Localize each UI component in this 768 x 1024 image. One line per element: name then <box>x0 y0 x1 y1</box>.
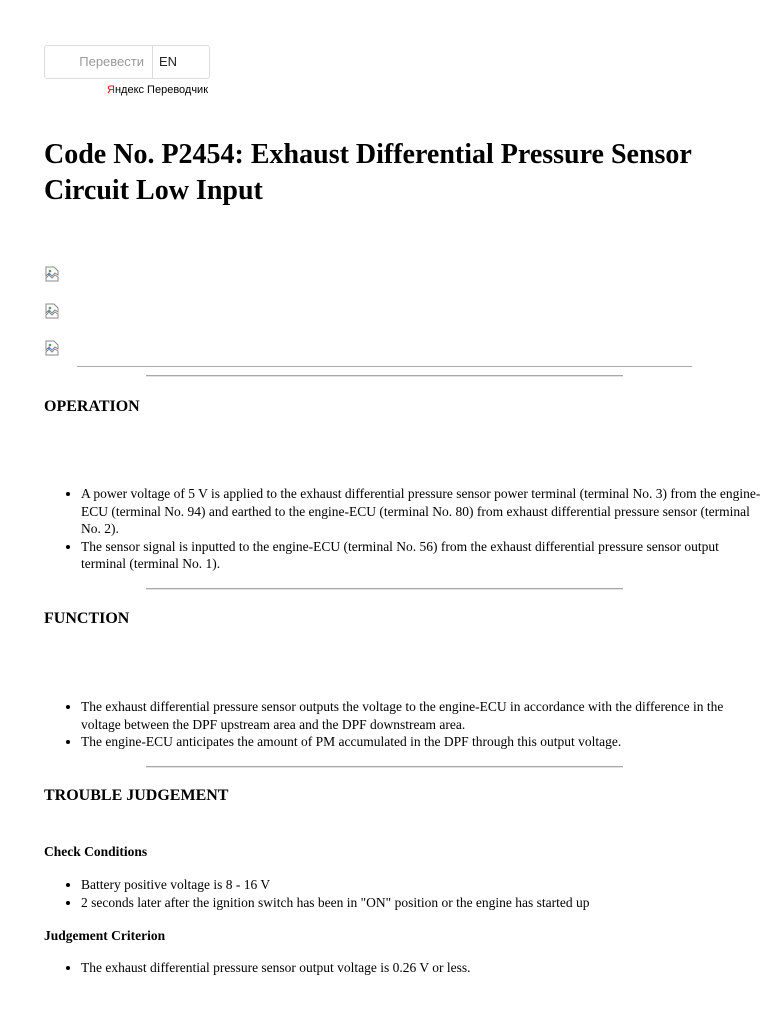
broken-image-icon <box>44 266 60 282</box>
judgement-criterion-heading: Judgement Criterion <box>44 928 166 943</box>
list-item: • The sensor signal is inputted to the engine-ECU (terminal No. 56) from the exhaust differential pressure sensor output terminal (terminal No. 1). <box>81 538 761 573</box>
list-item: • A power voltage of 5 V is applied to the exhaust differential pressure sensor power terminal (terminal No. 3) from the engine-ECU (terminal No. 94) and earthed to the engine-ECU (terminal No. 80) from exhaust differential pressure sensor (terminal No. 2). <box>81 485 761 538</box>
divider <box>146 588 623 590</box>
broken-image-icon <box>44 340 60 356</box>
yandex-translator-link[interactable] <box>107 84 208 96</box>
operation-list <box>44 485 761 573</box>
operation-heading: OPERATION <box>44 398 140 415</box>
yandex-brand-text: ндекс Переводчик <box>114 84 209 96</box>
list-item: • Battery positive voltage is 8 - 16 V <box>81 876 761 894</box>
translate-widget <box>44 45 210 79</box>
judgement-criterion-list <box>44 959 761 977</box>
trouble-judgement-heading: TROUBLE JUDGEMENT <box>44 787 229 804</box>
check-conditions-heading: Check Conditions <box>44 844 148 859</box>
function-heading: FUNCTION <box>44 610 130 627</box>
list-item: • 2 seconds later after the ignition switch has been in "ON" position or the engine has started up <box>81 894 761 912</box>
list-item: • The engine-ECU anticipates the amount of PM accumulated in the DPF through this output voltage. <box>81 733 761 751</box>
language-selector[interactable]: EN <box>159 54 178 69</box>
page-title: Code No. P2454: Exhaust Differential Pressure Sensor Circuit Low Input <box>44 139 692 206</box>
list-item: • The exhaust differential pressure sensor output voltage is 0.26 V or less. <box>81 959 761 977</box>
yandex-logo-letter: Я <box>107 84 115 96</box>
divider <box>77 366 692 367</box>
divider <box>146 766 623 768</box>
divider <box>146 375 623 377</box>
broken-image-icon <box>44 303 60 319</box>
list-item: • The exhaust differential pressure sensor outputs the voltage to the engine-ECU in accordance with the difference in the voltage between the DPF upstream area and the DPF downstream area. <box>81 698 761 733</box>
check-conditions-list <box>44 876 761 911</box>
function-list <box>44 698 761 751</box>
translate-button[interactable]: Перевести <box>45 46 153 78</box>
